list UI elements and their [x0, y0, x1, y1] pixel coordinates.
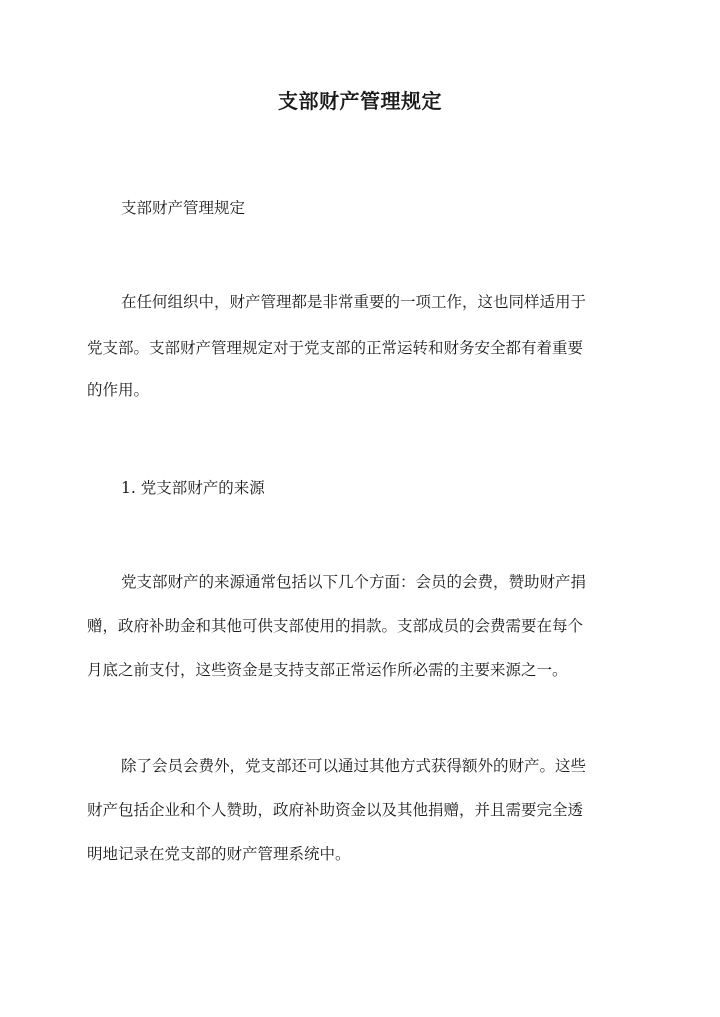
paragraph-line: 月底之前支付，这些资金是支持支部正常运作所必需的主要来源之一。	[87, 661, 568, 679]
paragraph-line: 明地记录在党支部的财产管理系统中。	[87, 845, 351, 863]
paragraph-line: 党支部。支部财产管理规定对于党支部的正常运转和财务安全都有着重要	[87, 339, 584, 357]
paragraph-line: 赠，政府补助金和其他可供支部使用的捐款。支部成员的会费需要在每个	[87, 617, 584, 635]
paragraph-line: 在任何组织中，财产管理都是非常重要的一项工作，这也同样适用于	[121, 293, 587, 311]
document-subtitle: 支部财产管理规定	[121, 199, 246, 217]
paragraph-line: 党支部财产的来源通常包括以下几个方面：会员的会费，赞助财产捐	[121, 573, 587, 591]
paragraph-line: 的作用。	[87, 381, 150, 399]
section-heading: 1. 党支部财产的来源	[121, 479, 265, 497]
document-title: 支部财产管理规定	[278, 89, 442, 113]
paragraph-line: 除了会员会费外，党支部还可以通过其他方式获得额外的财产。这些	[121, 757, 587, 775]
paragraph-line: 财产包括企业和个人赞助，政府补助资金以及其他捐赠，并且需要完全透	[87, 801, 584, 819]
